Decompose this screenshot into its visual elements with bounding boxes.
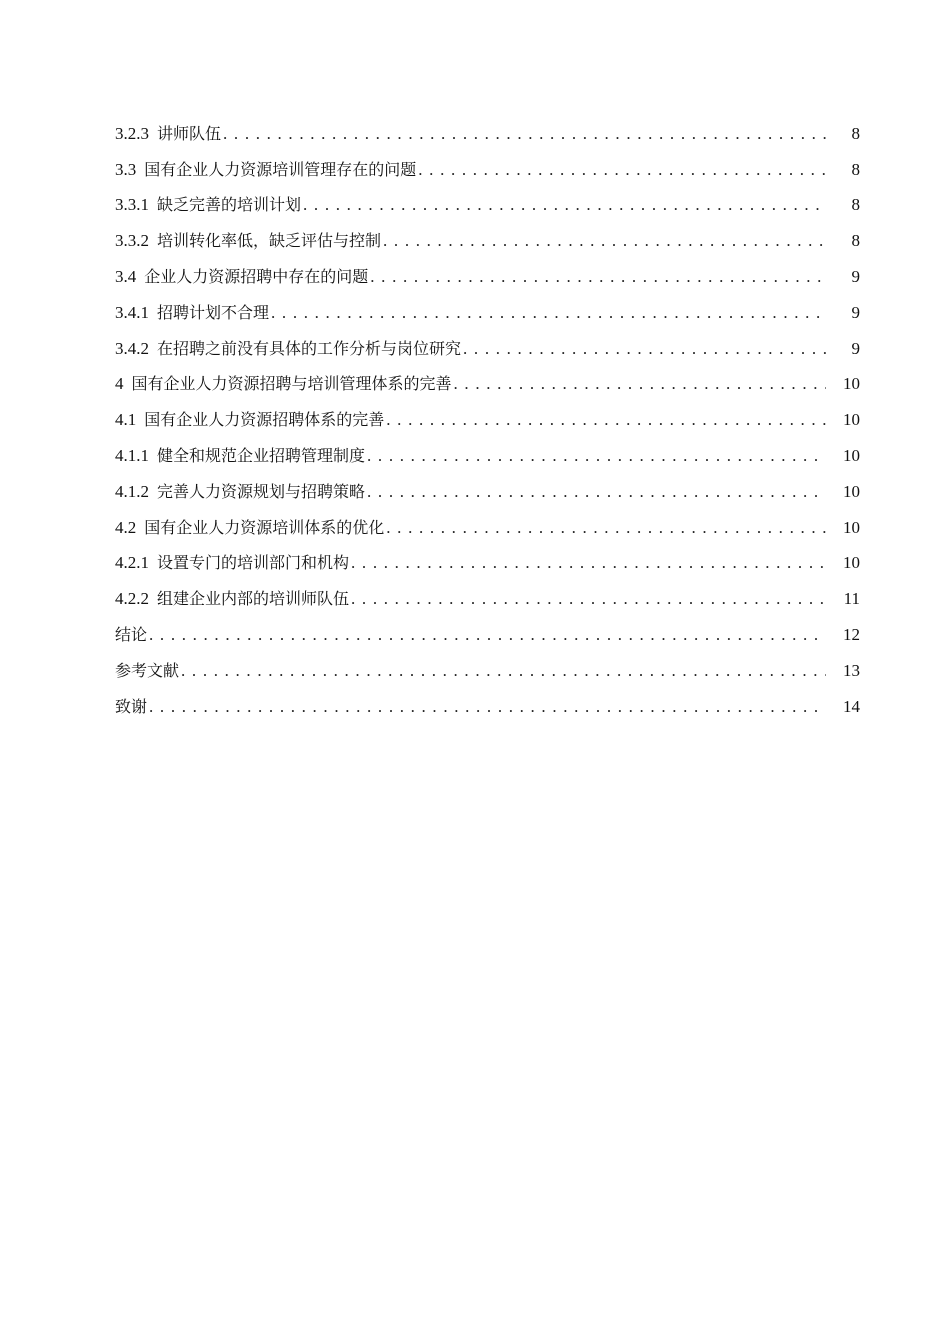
toc-entry-title: 培训转化率低，缺乏评估与控制 [157, 231, 382, 251]
toc-entry-page: 10 [843, 553, 860, 573]
toc-entry-page: 9 [851, 302, 860, 322]
toc-entry-title: 国有企业人力资源培训体系的优化 [144, 517, 385, 537]
toc-entry-number: 4.2 [115, 517, 137, 537]
toc-entry-page: 10 [843, 374, 860, 394]
toc-entry[interactable] [115, 152, 860, 188]
toc-entry-page: 8 [851, 195, 860, 215]
toc-entry-page: 14 [843, 696, 860, 716]
toc-dot-leader [383, 231, 826, 251]
toc-dot-leader [386, 410, 826, 430]
toc-entry-page: 10 [843, 410, 860, 430]
toc-entry-page: 12 [843, 625, 860, 645]
toc-entry-number: 4.2.1 [115, 553, 149, 573]
toc-entry-page: 10 [843, 481, 860, 501]
toc-entry[interactable] [115, 474, 860, 510]
toc-entry[interactable] [115, 510, 860, 546]
toc-entry-title: 在招聘之前没有具体的工作分析与岗位研究 [157, 338, 462, 358]
toc-entry[interactable] [115, 438, 860, 474]
toc-entry-title: 缺乏完善的培训计划 [157, 195, 302, 215]
toc-entry[interactable] [115, 689, 860, 725]
toc-entry-number: 4.1.1 [115, 446, 149, 466]
toc-dot-leader [223, 124, 826, 144]
toc-entry[interactable] [115, 546, 860, 582]
toc-entry-number: 3.4 [115, 267, 137, 287]
toc-dot-leader [418, 160, 826, 180]
toc-entry-page: 11 [843, 589, 860, 609]
toc-entry-title: 讲师队伍 [157, 123, 222, 143]
toc-entry-title: 企业人力资源招聘中存在的问题 [144, 267, 369, 287]
toc-dot-leader [303, 195, 826, 215]
toc-entry-title: 完善人力资源规划与招聘策略 [157, 481, 366, 501]
toc-dot-leader [367, 446, 826, 466]
toc-entry-page: 9 [851, 267, 860, 287]
toc-entry-title: 致谢 [115, 696, 148, 716]
toc-entry[interactable] [115, 295, 860, 331]
toc-entry-page: 10 [843, 446, 860, 466]
toc-entry-title: 国有企业人力资源培训管理存在的问题 [144, 159, 417, 179]
toc-entry-title: 组建企业内部的培训师队伍 [157, 589, 350, 609]
toc-entry[interactable] [115, 116, 860, 152]
toc-entry-title: 国有企业人力资源招聘体系的完善 [144, 410, 385, 430]
toc-dot-leader [351, 589, 826, 609]
toc-entry[interactable] [115, 653, 860, 689]
toc-entry-number: 3.3 [115, 159, 137, 179]
toc-entry[interactable] [115, 581, 860, 617]
toc-dot-leader [367, 482, 826, 502]
toc-entry-title: 结论 [115, 625, 148, 645]
toc-entry-number: 3.3.1 [115, 195, 149, 215]
toc-entry-title: 健全和规范企业招聘管理制度 [157, 446, 366, 466]
toc-entry-title: 参考文献 [115, 660, 180, 680]
toc-entry-title: 招聘计划不合理 [157, 302, 270, 322]
toc-entry-number: 4.1.2 [115, 481, 149, 501]
toc-dot-leader [149, 625, 826, 645]
toc-entry[interactable] [115, 259, 860, 295]
toc-dot-leader [454, 374, 826, 394]
toc-entry-title: 设置专门的培训部门和机构 [157, 553, 350, 573]
toc-entry-page: 8 [851, 159, 860, 179]
toc-entry-number: 4 [115, 374, 124, 394]
toc-entry-page: 10 [843, 517, 860, 537]
toc-dot-leader [149, 697, 826, 717]
toc-entry-number: 3.3.2 [115, 231, 149, 251]
table-of-contents [115, 116, 860, 725]
toc-entry-number: 3.4.1 [115, 302, 149, 322]
toc-entry-number: 3.4.2 [115, 338, 149, 358]
toc-entry-number: 4.1 [115, 410, 137, 430]
toc-entry[interactable] [115, 402, 860, 438]
toc-entry-page: 8 [851, 231, 860, 251]
toc-dot-leader [271, 303, 826, 323]
toc-entry-number: 3.2.3 [115, 123, 149, 143]
toc-entry[interactable] [115, 188, 860, 224]
toc-entry[interactable] [115, 617, 860, 653]
toc-entry-number: 4.2.2 [115, 589, 149, 609]
toc-dot-leader [181, 661, 826, 681]
toc-dot-leader [351, 553, 826, 573]
toc-entry-page: 9 [851, 338, 860, 358]
toc-entry[interactable] [115, 331, 860, 367]
toc-entry-page: 8 [851, 123, 860, 143]
toc-dot-leader [386, 518, 826, 538]
toc-entry-page: 13 [843, 660, 860, 680]
toc-dot-leader [370, 267, 826, 287]
toc-entry-title: 国有企业人力资源招聘与培训管理体系的完善 [131, 374, 452, 394]
toc-entry[interactable] [115, 367, 860, 403]
toc-entry[interactable] [115, 223, 860, 259]
toc-dot-leader [463, 339, 826, 359]
